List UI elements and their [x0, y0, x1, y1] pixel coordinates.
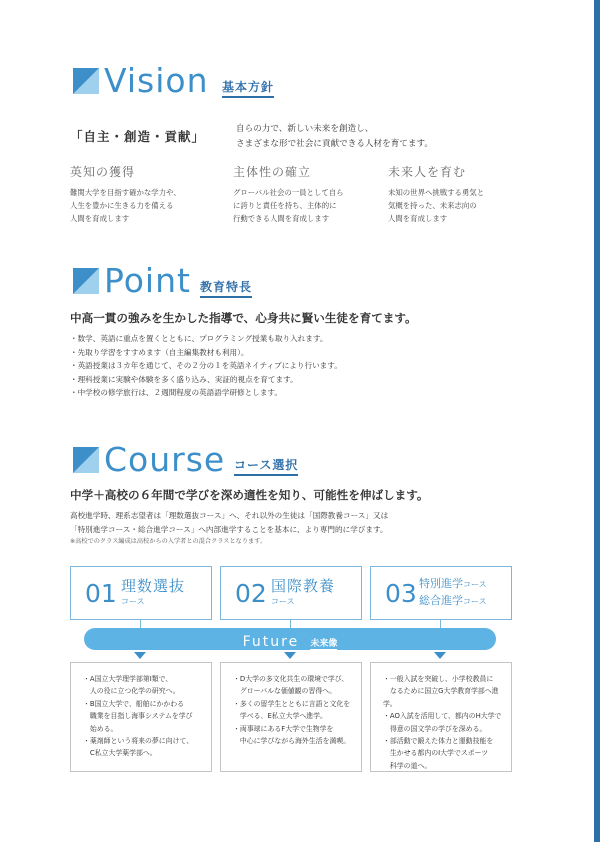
result-line: ・部活動で鍛えた体力と運動技能を	[383, 737, 494, 746]
result-line: ・薬剤師という将来の夢に向けて、	[83, 737, 194, 746]
down-arrow-icon	[134, 652, 146, 659]
pillar-title: 未来人を育む	[388, 165, 467, 179]
course-desc-line: 「特別進学コース・総合進学コース」へ内部進学することを基本に、より専門的に学びます。	[70, 524, 388, 534]
course-desc-line: 高校進学時、理系志望者は「理数選抜コース」へ、それ以外の生徒は「国際教養コース」又は	[70, 511, 389, 520]
result-line: ・B国立大学で、船舶にかかわる	[83, 699, 185, 708]
down-arrow-icon	[284, 652, 296, 659]
course-name: 理数選抜	[121, 577, 186, 595]
connector-line	[440, 620, 441, 628]
course-note: ※高校でのクラス編成は高校からの入学者との混合クラスとなります。	[70, 538, 267, 545]
pillar-line: 行動できる人間を育成します	[233, 214, 330, 223]
section-square-icon	[73, 447, 99, 473]
course-box-science	[70, 566, 212, 620]
course-name: 総合進学コース	[419, 594, 487, 607]
point-bullet: ・中学校の修学旅行は、２週間程度の英語語学研修とします。	[70, 388, 283, 397]
result-line: 人の役に立つ化学の研究へ。	[83, 687, 180, 696]
point-bullet-list	[70, 332, 342, 400]
section-square-icon	[73, 68, 99, 94]
vision-motto: 「自主・創造・貢献」	[70, 129, 206, 144]
result-line: ・A国立大学理学部第Ⅰ類で、	[83, 675, 173, 683]
course-number: 02	[235, 579, 267, 608]
future-label-group	[84, 631, 496, 650]
pillar-line: 人間を育成します	[70, 214, 130, 223]
result-line: ・D大学の多文化共生の環境で学び、	[233, 675, 349, 683]
vision-pillar	[388, 163, 538, 225]
result-line: ・両事球にあるF大学で生物学を	[233, 724, 334, 733]
course-box-advanced	[370, 566, 512, 620]
course-number: 01	[85, 579, 117, 608]
result-line: C私立大学薬学部へ。	[83, 749, 157, 758]
pillar-line: 人間を育成します	[388, 214, 448, 223]
point-bullet: ・理科授業に実験や体験を多く盛り込み、実証的視点を育てます。	[70, 374, 298, 384]
course-name: 特別進学コース	[419, 577, 487, 590]
point-bullet: ・英語授業は３カ年を通じて、その２分の１を英語ネイティブにより行います。	[70, 361, 342, 370]
vision-subtitle: 基本方針	[222, 78, 274, 98]
pillar-line: 気概を持った、未来志向の	[388, 201, 477, 210]
vision-pillar	[70, 163, 230, 225]
result-line: 中心に学びながら海外生活を満喫。	[233, 737, 351, 746]
future-result-box	[370, 662, 512, 772]
result-line: 学べる、E私立大学へ進学。	[233, 712, 327, 721]
course-suffix: コース	[121, 597, 145, 606]
course-title: Course	[104, 440, 226, 479]
vision-lead-line: 自らの力で、新しい未来を創造し、	[236, 124, 374, 134]
result-line: ・一般入試を突破し、小学校教員に	[383, 675, 494, 683]
point-headline: 中高一貫の強みを生かした指導で、心身共に賢い生徒を育てます。	[70, 311, 417, 325]
vision-lead	[236, 122, 433, 152]
future-result-box	[70, 662, 212, 772]
pillar-line: 人生を豊かに生きる力を備える	[70, 201, 174, 210]
result-line: ・多くの留学生とともに言語と文化を	[233, 699, 351, 708]
pillar-line: に誇りと責任を持ち、主体的に	[233, 201, 337, 210]
connector-line	[140, 620, 141, 628]
connector-line	[290, 620, 291, 628]
future-label: Future	[242, 634, 300, 650]
result-line: ・AO入試を活用して、都内のH大学で	[383, 712, 502, 721]
pillar-line: 未知の世界へ挑戦する勇気と	[388, 188, 485, 197]
pillar-line: グローバル社会の一員として自ら	[233, 188, 344, 197]
future-result-box	[220, 662, 362, 772]
result-line: 始める。	[83, 724, 118, 733]
point-title: Point	[104, 261, 191, 300]
vision-pillar	[233, 163, 393, 225]
future-bar	[84, 628, 496, 650]
course-name-stack	[419, 576, 487, 610]
result-line: 科学の道へ。	[383, 761, 432, 770]
down-arrow-icon	[434, 652, 446, 659]
course-subtitle: コース選択	[234, 456, 298, 476]
point-bullet: ・先取り学習をすすめます（自主編集教材も利用）。	[70, 347, 249, 357]
course-headline: 中学＋高校の６年間で学びを深め適性を知り、可能性を伸ばします。	[70, 488, 429, 502]
result-line: 生かせる都内のI大学でスポーツ	[383, 749, 489, 758]
point-bullet: ・数学、英語に重点を置くとともに、プログラミング授業も取り入れます。	[70, 334, 328, 343]
course-number: 03	[385, 579, 417, 608]
point-subtitle: 教育特長	[200, 278, 252, 298]
result-line: 職業を目指し海事システムを学び	[83, 712, 193, 721]
section-square-icon	[73, 268, 99, 294]
course-box-international	[220, 566, 362, 620]
pillar-title: 主体性の確立	[233, 165, 312, 179]
vision-lead-line: さまざまな形で社会に貢献できる人材を育てます。	[236, 139, 433, 149]
page-edge-bar	[594, 0, 600, 842]
course-description	[70, 509, 388, 548]
pillar-line: 難関大学を目指す確かな学力や、	[70, 188, 181, 197]
result-line: グローバルな価値観の習得へ。	[233, 687, 337, 696]
future-subtitle: 未来像	[310, 639, 338, 649]
result-line: なるために国立G大学教育学部へ進学。	[383, 687, 499, 708]
pillar-title: 英知の獲得	[70, 165, 136, 179]
vision-title: Vision	[104, 61, 209, 100]
result-line: 得意の国文学の学びを深める。	[383, 724, 487, 733]
course-name: 国際教養	[271, 577, 336, 595]
course-suffix: コース	[271, 597, 295, 606]
